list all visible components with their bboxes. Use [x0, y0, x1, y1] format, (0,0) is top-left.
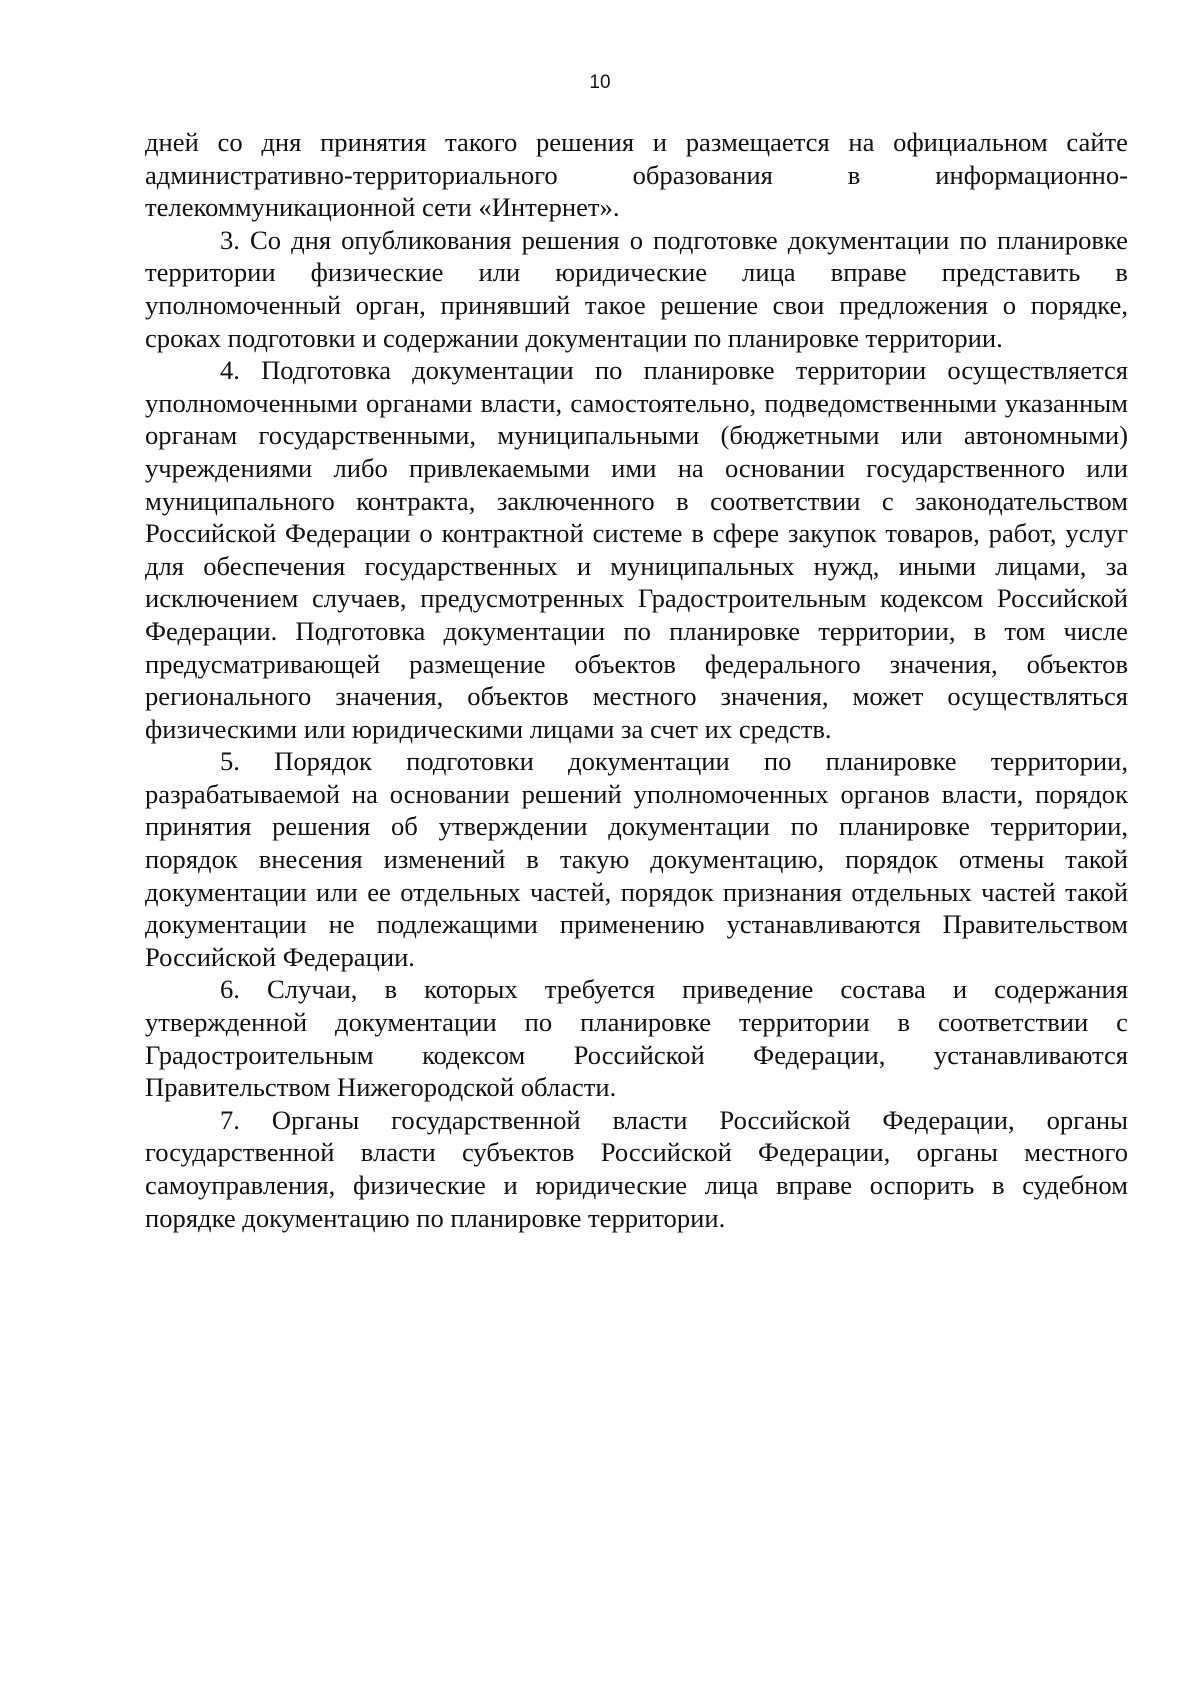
paragraph-item-5: 5. Порядок подготовки документации по планировке территории, разрабатываемой на основании решений уполномоченных органов власти, порядок принятия решения об утверждении документации по планировке территории, порядок внесения изменений в такую документацию, порядок отмены такой документации или ее отдельных частей, порядок признания отдельных частей такой документации не подлежащими применению устанавливаются Правительством Российской Федерации.: [145, 746, 1128, 972]
paragraph-item-3: 3. Со дня опубликования решения о подготовке документации по планировке территории физические или юридические лица вправе представить в уполномоченный орган, принявший такое решение свои предложения о порядке, сроках подготовки и содержании документации по планировке территории.: [145, 224, 1128, 353]
paragraph-item-6: 6. Случаи, в которых требуется приведение состава и содержания утвержденной документации по планировке территории в соответствии с Градостроительным кодексом Российской Федерации, устанавливаются Правительством Нижегородской области.: [145, 974, 1128, 1103]
paragraph-continuation: дней со дня принятия такого решения и размещается на официальном сайте административно-территориального образования в информационно-телекоммуникационной сети «Интернет».: [145, 127, 1128, 223]
paragraph-item-7: 7. Органы государственной власти Российской Федерации, органы государственной власти субъектов Российской Федерации, органы местного самоуправления, физические и юридические лица вправе оспорить в судебном порядке документацию по планировке территории.: [145, 1104, 1128, 1233]
paragraph-item-4: 4. Подготовка документации по планировке территории осуществляется уполномоченными органами власти, самостоятельно, подведомственными указанным органам государственными, муниципальными (бюджетными или автономными) учреждениями либо привлекаемыми ими на основании государственного или муниципального контракта, заключенного в соответствии с законодательством Российской Федерации о контрактной системе в сфере закупок товаров, работ, услуг для обеспечения государственных и муниципальных нужд, иными лицами, за исключением случаев, предусмотренных Градостроительным кодексом Российской Федерации. Подготовка документации по планировке территории, в том числе предусматривающей размещение объектов федерального значения, объектов регионального значения, объектов местного значения, может осуществляться физическими или юридическими лицами за счет их средств.: [145, 355, 1128, 744]
page-number: 10: [589, 72, 611, 93]
document-body: [145, 126, 1128, 1234]
